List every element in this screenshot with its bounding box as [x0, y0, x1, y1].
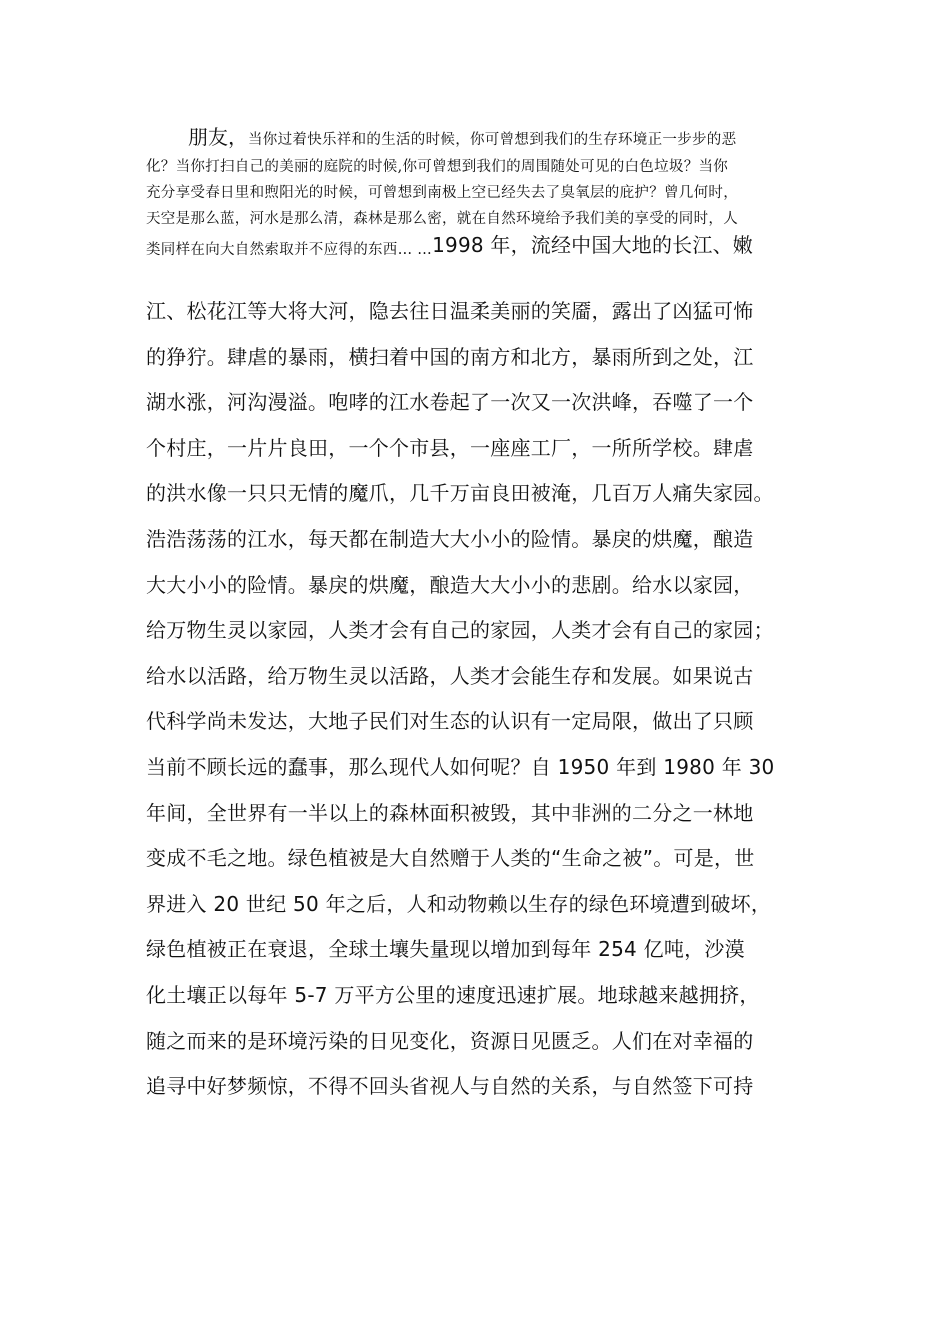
paragraph-line-16: 化土壤正以每年 5-7 万平方公里的速度迅速扩展。地球越来越拥挤， [146, 982, 760, 1007]
opening-word: 朋友， [188, 125, 248, 149]
paragraph-line-8: 给万物生灵以家园，人类才会有自己的家园，人类才会有自己的家园； [146, 618, 774, 643]
paragraph-line-14: 界进入 20 世纪 50 年之后，人和动物赖以生存的绿色环境遭到破坏， [146, 891, 772, 916]
intro-line-3: 充分享受春日里和煦阳光的时候，可曾想到南极上空已经失去了臭氧层的庇护？曾几何时， [146, 185, 738, 201]
paragraph-line-9: 给水以活路，给万物生灵以活路，人类才会能生存和发展。如果说古 [146, 663, 754, 688]
paragraph-line-3: 湖水涨，河沟漫溢。咆哮的江水卷起了一次又一次洪峰，吞噬了一个 [146, 390, 754, 415]
intro-line-1 [146, 124, 806, 150]
paragraph-line-6: 浩浩荡荡的江水，每天都在制造大大小小的险情。暴戾的烘魔，酿造 [146, 526, 754, 551]
flood-paragraph-start: 1998 年，流经中国大地的长江、嫩 [432, 233, 753, 257]
paragraph-line-1: 江、松花江等大将大河，隐去往日温柔美丽的笑靥，露出了凶猛可怖 [146, 299, 754, 323]
paragraph-line-2: 的狰狞。肆虐的暴雨，横扫着中国的南方和北方，暴雨所到之处，江 [146, 344, 754, 369]
intro-line-4: 天空是那么蓝，河水是那么清，森林是那么密，就在自然环境给予我们美的享受的同时，人 [146, 211, 738, 227]
intro-line-2: 化？当你打扫自己的美丽的庭院的时候,你可曾想到我们的周围随处可见的白色垃圾？当你 [146, 159, 729, 175]
paragraph-line-7: 大大小小的险情。暴戾的烘魔，酿造大大小小的悲剧。给水以家园， [146, 572, 754, 597]
intro-line-text: 当你过着快乐祥和的生活的时候，你可曾想到我们的生存环境正一步步的恶 [248, 132, 737, 148]
paragraph-line-17: 随之而来的是环境污染的日见变化，资源日见匮乏。人们在对幸福的 [146, 1028, 754, 1053]
paragraph-line-10: 代科学尚未发达，大地子民们对生态的认识有一定局限，做出了只顾 [146, 709, 754, 734]
intro-paragraph [146, 125, 806, 262]
intro-line-5 [146, 232, 806, 262]
paragraph-line-11: 当前不顾长远的蠢事，那么现代人如何呢？自 1950 年到 1980 年 30 [146, 754, 775, 779]
paragraph-line-18: 追寻中好梦频惊，不得不回头省视人与自然的关系，与自然签下可持 [146, 1074, 754, 1099]
paragraph-line-13: 变成不毛之地。绿色植被是大自然赠于人类的“生命之被”。可是，世 [146, 846, 755, 871]
paragraph-line-12: 年间，全世界有一半以上的森林面积被毁，其中非洲的二分之一林地 [146, 800, 754, 825]
paragraph-line-5: 的洪水像一只只无情的魔爪，几千万亩良田被淹，几百万人痛失家园。 [146, 481, 774, 506]
paragraph-line-15: 绿色植被正在衰退，全球土壤失量现以增加到每年 254 亿吨，沙漠 [146, 937, 745, 962]
main-paragraph [146, 289, 811, 1110]
intro-line-text: 类同样在向大自然索取并不应得的东西… … [146, 242, 433, 258]
paragraph-line-4: 个村庄，一片片良田，一个个市县，一座座工厂，一所所学校。肆虐 [146, 435, 754, 460]
